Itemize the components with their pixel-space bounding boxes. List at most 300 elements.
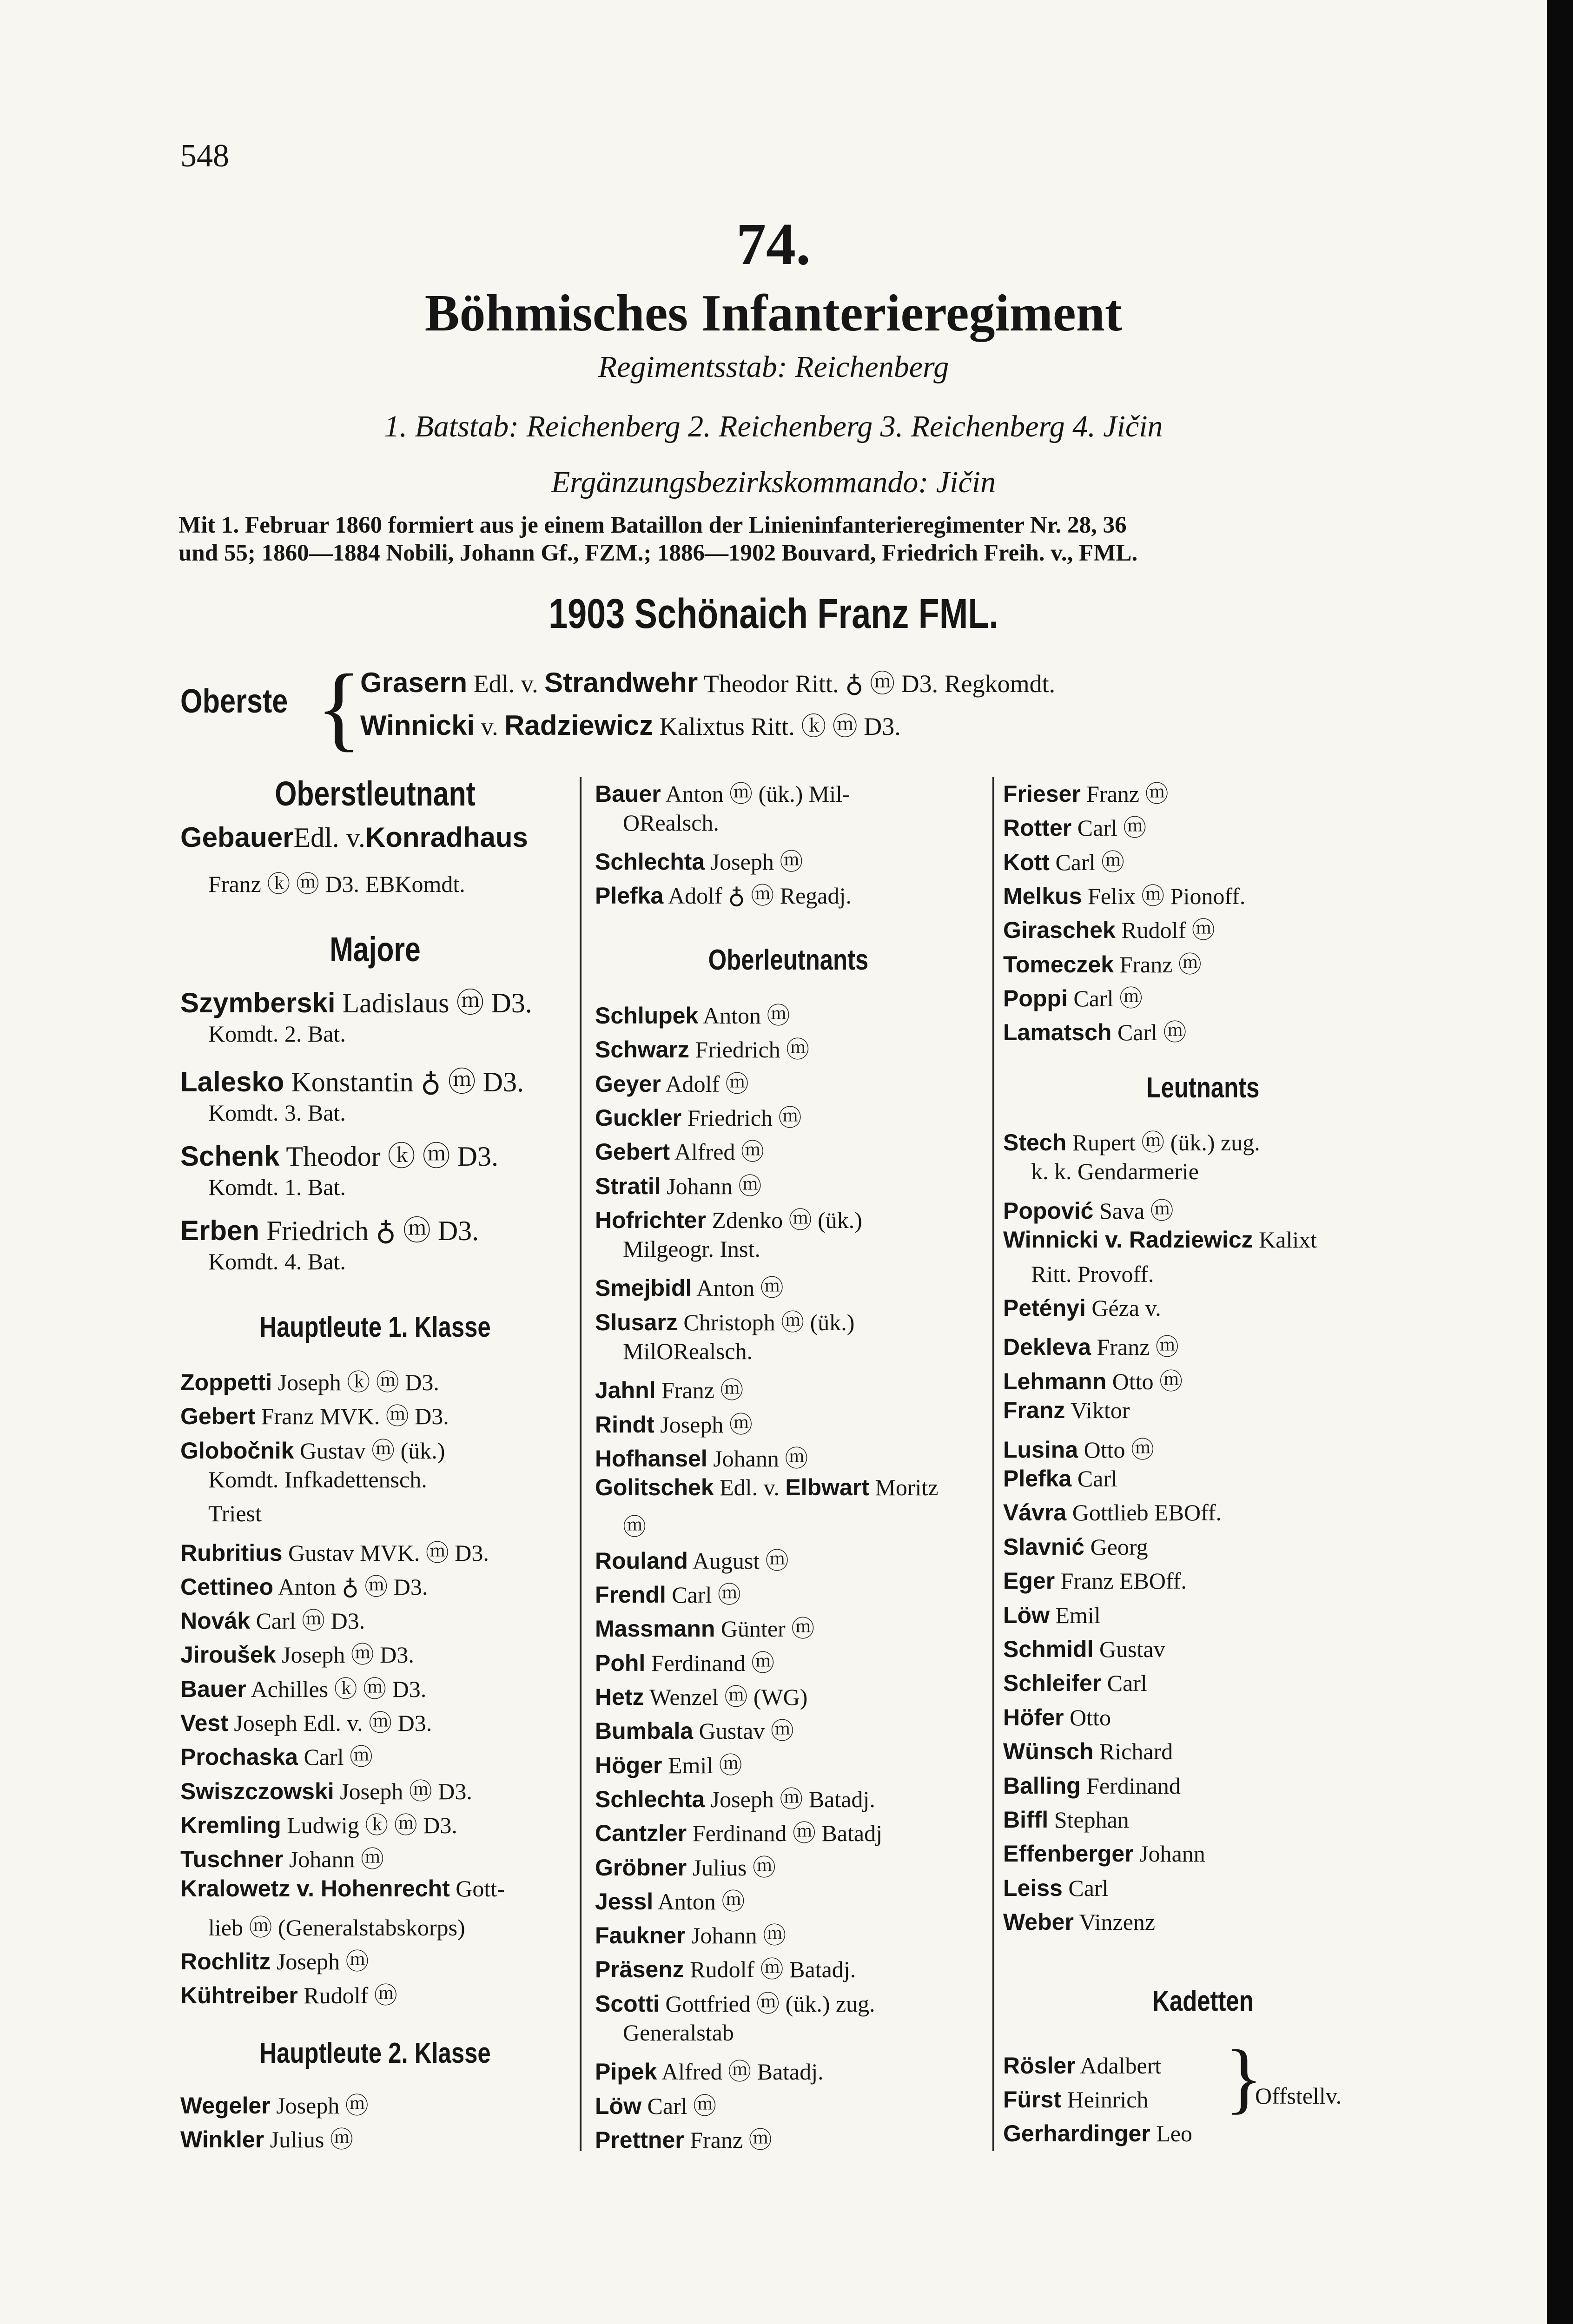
roster-entry-continuation	[1031, 1261, 1154, 1287]
entry-detail: Ferdinand ⓜ Batadj	[687, 1820, 883, 1847]
roster-entry	[595, 1781, 875, 1814]
entry-detail: Gott-	[449, 1875, 505, 1901]
entry-detail: Johann ⓜ	[685, 1922, 786, 1949]
roster-entry	[180, 821, 528, 854]
entry-detail: Felix ⓜ Pionoff.	[1082, 883, 1246, 909]
person-name: Biffl	[1003, 1807, 1049, 1833]
entry-detail: Günter ⓜ	[715, 1616, 815, 1642]
roster-entry	[1003, 1602, 1101, 1629]
entry-detail: Alfred ⓜ	[670, 1139, 764, 1165]
roster-entry-continuation	[623, 2019, 734, 2046]
section-heading: Majore	[330, 930, 421, 969]
person-name: Guckler	[595, 1104, 682, 1131]
oberste-label: Oberste	[180, 683, 288, 720]
person-name: Pohl	[595, 1650, 646, 1676]
person-name: Rochlitz	[180, 1948, 271, 1975]
person-name: Szymberski	[180, 987, 336, 1018]
roster-entry	[595, 1304, 854, 1337]
entry-detail: Friedrich ⓜ	[689, 1037, 810, 1063]
entry-detail: Joseph ⓜ Batadj.	[705, 1786, 875, 1812]
person-name: Schenk	[180, 1141, 280, 1172]
roster-entry	[595, 997, 790, 1030]
ergaenzung-line: Ergänzungsbezirkskommando: Jičin	[551, 465, 996, 499]
column-divider-2	[992, 777, 994, 2151]
entry-detail: Moritz	[869, 1474, 939, 1501]
person-name: Gebert	[180, 1403, 256, 1430]
oberste-brace: {	[316, 655, 362, 760]
person-name: Schlechta	[595, 849, 705, 875]
entry-detail: Edl. v.	[293, 822, 365, 853]
person-name: Slusarz	[595, 1309, 678, 1335]
roster-entry	[180, 1773, 472, 1806]
person-name: Vávra	[1003, 1499, 1067, 1526]
person-name: Golitschek	[595, 1474, 714, 1501]
person-name: Löw	[595, 2093, 641, 2119]
roster-entry	[1003, 1533, 1148, 1560]
entry-detail: Emil	[1049, 1602, 1101, 1628]
person-name: Plefka	[595, 883, 664, 909]
roster-entry	[595, 1747, 742, 1780]
roster-entry	[1003, 1124, 1260, 1157]
roster-entry	[1003, 1294, 1161, 1321]
person-name: Gebert	[595, 1139, 670, 1165]
entry-detail: Komdt. 1. Bat.	[208, 1174, 346, 1200]
entry-detail: Johann ⓜ	[283, 1846, 384, 1873]
entry-detail: MilORealsch.	[623, 1338, 753, 1364]
entry-detail: Joseph Edl. v. ⓜ D3.	[228, 1710, 432, 1736]
roster-entry	[595, 1815, 882, 1848]
roster-entry	[595, 1576, 741, 1610]
roster-entry	[180, 2121, 353, 2154]
entry-detail: Georg	[1084, 1533, 1148, 1560]
scan-border	[1547, 0, 1573, 2324]
entry-detail: Otto ⓜ	[1106, 1368, 1183, 1394]
roster-entry	[180, 1568, 428, 1602]
person-name: Schlupek	[595, 1003, 699, 1029]
entry-detail: ORealsch.	[623, 810, 719, 836]
page-number: 548	[180, 138, 229, 174]
entry-detail: Sava ⓜ	[1093, 1197, 1174, 1224]
person-name: Rindt	[595, 1411, 654, 1438]
entry-detail: Theodor ⓚ ⓜ D3.	[279, 1141, 498, 1172]
entry-detail: Joseph ⓚ ⓜ D3.	[272, 1369, 439, 1395]
roster-entry	[180, 1636, 414, 1670]
roster-entry-continuation	[623, 809, 719, 836]
entry-detail: Joseph ⓜ	[271, 1948, 369, 1975]
roster-entry	[180, 1943, 369, 1976]
person-name: Melkus	[1003, 883, 1082, 909]
roster-entry	[1003, 1328, 1179, 1362]
entry-detail: Joseph ⓜ	[654, 1411, 753, 1438]
roster-entry	[180, 1977, 397, 2010]
roster-entry	[595, 1951, 856, 1984]
roster-entry	[1003, 2052, 1161, 2079]
entry-detail: Komdt. 3. Bat.	[208, 1100, 346, 1126]
person-name: Elbwart	[785, 1474, 869, 1501]
roster-entry	[595, 1610, 814, 1644]
entry-detail: Gustav ⓜ (ük.)	[294, 1437, 445, 1464]
person-name: Tuschner	[180, 1846, 284, 1873]
roster-entry	[180, 1807, 457, 1840]
person-name: Erben	[180, 1215, 260, 1246]
person-name: Jiroušek	[180, 1642, 276, 1668]
roster-entry	[595, 877, 852, 911]
oberste-line-2: Winnicki v. Radziewicz Kalixtus Ritt. ⓚ ⓜ D3.	[360, 710, 901, 741]
person-name: Lalesko	[180, 1066, 284, 1097]
roster-entry	[180, 1398, 449, 1431]
entry-detail: Triest	[208, 1500, 262, 1527]
entry-detail: Christoph ⓜ (ük.)	[677, 1309, 855, 1335]
person-name: Scotti	[595, 1990, 660, 2017]
person-name: Rösler	[1003, 2053, 1076, 2079]
entry-detail: Gustav	[1093, 1636, 1165, 1662]
entry-detail: Johann	[1133, 1841, 1205, 1867]
person-name: Gerhardinger	[1003, 2120, 1150, 2146]
entry-detail: Joseph ⓜ	[270, 2093, 369, 2119]
roster-entry	[180, 1738, 373, 1772]
roster-entry-continuation	[208, 1909, 465, 1942]
entry-detail: Joseph ⓜ D3.	[276, 1642, 414, 1668]
person-name: Giraschek	[1003, 917, 1116, 944]
person-name: Novák	[180, 1608, 251, 1634]
person-name: Jahnl	[595, 1377, 656, 1404]
person-name: Stech	[1003, 1129, 1067, 1155]
roster-entry	[1003, 1704, 1111, 1731]
entry-detail: Ritt. Provoff.	[1031, 1261, 1154, 1287]
person-name: Winkler	[180, 2126, 264, 2152]
section-heading: Hauptleute 1. Klasse	[259, 1311, 491, 1343]
roster-entry	[595, 1031, 809, 1064]
entry-detail: Komdt. Infkadettensch.	[208, 1466, 427, 1492]
entry-detail: Leo	[1150, 2120, 1192, 2146]
roster-entry	[1003, 1636, 1165, 1663]
person-name: Effenberger	[1003, 1841, 1134, 1867]
section-heading: Kadetten	[1152, 1985, 1254, 2017]
person-name: Kralowetz v. Hohenrecht	[180, 1875, 450, 1901]
entry-detail: August ⓜ	[687, 1547, 789, 1574]
roster-entry-continuation	[208, 1248, 346, 1275]
person-name: Kremling	[180, 1812, 281, 1838]
entry-detail: Achilles ⓚ ⓜ D3.	[246, 1676, 427, 1702]
roster-entry	[595, 775, 850, 809]
roster-entry	[595, 1849, 776, 1882]
person-name: Lusina	[1003, 1436, 1078, 1463]
person-name: Faukner	[595, 1922, 686, 1949]
roster-entry	[1003, 1397, 1130, 1424]
roster-entry	[595, 1406, 753, 1439]
entry-detail: Gustav ⓜ	[693, 1718, 794, 1744]
history-line-1: Mit 1. Februar 1860 formiert aus je einem Bataillon der Linieninfanterieregimenter Nr. 28, 36	[178, 512, 1127, 538]
roster-entry	[595, 1372, 743, 1405]
roster-entry-continuation	[623, 1508, 646, 1542]
person-name: Schmidl	[1003, 1636, 1094, 1662]
person-name: Globočnik	[180, 1437, 294, 1464]
roster-entry	[180, 1134, 498, 1174]
entry-detail: Otto	[1064, 1704, 1111, 1730]
person-name: Balling	[1003, 1772, 1081, 1799]
person-name: Gebauer	[180, 822, 294, 853]
roster-entry	[1003, 1840, 1205, 1867]
person-name: Bauer	[180, 1676, 246, 1702]
person-name: Kühtreiber	[180, 1982, 298, 2009]
person-name: Schwarz	[595, 1037, 689, 1063]
entry-detail: Rudolf ⓜ	[1115, 917, 1215, 944]
person-name: Winnicki v. Radziewicz	[1003, 1227, 1253, 1253]
roster-entry	[1003, 1670, 1147, 1697]
roster-entry	[595, 1099, 802, 1133]
roster-entry	[1003, 1499, 1222, 1526]
person-name: Cettineo	[180, 1573, 273, 1600]
person-name: Löw	[1003, 1602, 1050, 1628]
roster-entry	[595, 843, 803, 877]
entry-detail: Komdt. 4. Bat.	[208, 1248, 346, 1274]
person-name: Konradhaus	[365, 822, 528, 853]
regiment-number: 74.	[736, 211, 811, 277]
roster-entry	[1003, 809, 1146, 843]
entry-detail: Carl ⓜ	[297, 1744, 373, 1770]
roster-entry	[1003, 1738, 1173, 1765]
roster-entry	[1003, 2086, 1148, 2113]
roster-entry	[1003, 1465, 1117, 1492]
person-name: Bumbala	[595, 1718, 694, 1744]
section-heading: Oberleutnants	[708, 944, 869, 976]
roster-entry	[1003, 844, 1124, 877]
roster-entry	[595, 2087, 716, 2121]
roster-entry	[1003, 1806, 1129, 1833]
person-name: Pipek	[595, 2059, 657, 2085]
entry-detail: Rudolf ⓜ Batadj.	[684, 1956, 856, 1983]
entry-detail: k. k. Gendarmerie	[1031, 1158, 1199, 1185]
roster-entry	[595, 1133, 764, 1167]
person-name: Massmann	[595, 1616, 715, 1642]
roster-entry	[595, 1883, 745, 1916]
roster-entry	[1003, 1567, 1187, 1594]
entry-detail: Kalixt	[1253, 1227, 1317, 1253]
roster-entry	[595, 1985, 875, 2019]
roster-entry	[595, 1202, 862, 1235]
roster-entry	[1003, 1014, 1187, 1047]
entry-detail: Anton ⓜ	[692, 1275, 784, 1301]
roster-entry	[595, 2121, 772, 2155]
person-name: Smejbidl	[595, 1275, 692, 1301]
roster-entry	[1003, 775, 1169, 809]
entry-detail: Friedrich ♁ ⓜ D3.	[259, 1215, 479, 1246]
entry-detail: Zdenko ⓜ (ük.)	[706, 1207, 862, 1233]
entry-detail: Carl	[1101, 1670, 1147, 1697]
entry-detail: Franz ⓜ	[655, 1377, 744, 1404]
person-name: Tomeczek	[1003, 951, 1114, 977]
person-name: Prettner	[595, 2126, 684, 2153]
entry-detail: Géza v.	[1085, 1295, 1161, 1321]
roster-entry	[595, 1168, 761, 1201]
entry-detail: Richard	[1093, 1738, 1173, 1765]
person-name: Poppi	[1003, 985, 1068, 1011]
entry-detail: Anton ⓜ (ük.) Mil-	[661, 781, 850, 807]
section-heading: Oberstleutnant	[275, 774, 476, 813]
oberste-line-1: Grasern Edl. v. Strandwehr Theodor Ritt. ♁ ⓜ D3. Regkomdt.	[360, 667, 1056, 698]
entry-detail: Heinrich	[1061, 2086, 1149, 2113]
entry-detail: Carl ⓜ	[1111, 1019, 1187, 1046]
entry-detail: lieb ⓜ (Generalstabskorps)	[208, 1914, 465, 1941]
person-name: Lehmann	[1003, 1368, 1107, 1394]
roster-entry	[1003, 1772, 1181, 1799]
person-name: Eger	[1003, 1568, 1055, 1594]
roster-entry	[1003, 2120, 1192, 2147]
entry-detail: Alfred ⓜ Batadj.	[657, 2059, 824, 2085]
roster-entry	[595, 1712, 794, 1746]
entry-detail: Carl	[1062, 1875, 1109, 1901]
kadetten-brace: }	[1225, 2034, 1263, 2121]
entry-detail: Carl ⓜ	[641, 2093, 717, 2119]
roster-entry	[595, 1678, 807, 1712]
entry-detail: Franz MVK. ⓜ D3.	[255, 1403, 449, 1430]
roster-entry	[180, 1208, 479, 1248]
entry-detail: Ladislaus ⓜ D3.	[335, 988, 532, 1018]
person-name: Franz	[1003, 1397, 1065, 1424]
person-name: Hofhansel	[595, 1445, 707, 1472]
regimentsstab-line: Regimentsstab: Reichenberg	[598, 350, 949, 384]
roster-entry	[595, 1917, 786, 1950]
column-divider-1	[580, 777, 582, 2151]
roster-entry	[1003, 911, 1215, 945]
entry-detail: Ferdinand	[1080, 1772, 1181, 1799]
person-name: Höger	[595, 1752, 662, 1778]
person-name: Kott	[1003, 849, 1050, 875]
roster-entry	[1003, 1226, 1317, 1253]
person-name: Geyer	[595, 1070, 661, 1097]
roster-entry	[1003, 1192, 1174, 1226]
roster-entry	[180, 1875, 505, 1902]
entry-detail: Gottfried ⓜ (ük.) zug.	[659, 1990, 875, 2017]
person-name: Präsenz	[595, 1956, 684, 1983]
roster-entry	[1003, 980, 1143, 1013]
roster-entry	[1003, 1431, 1154, 1465]
roster-entry	[1003, 1363, 1183, 1396]
roster-entry-continuation	[623, 1235, 760, 1262]
roster-entry-continuation	[1031, 1158, 1199, 1185]
roster-entry-continuation	[623, 1338, 753, 1365]
person-name: Bauer	[595, 781, 661, 807]
entry-detail: Anton ⓜ	[698, 1003, 790, 1029]
entry-detail: Emil ⓜ	[662, 1752, 742, 1778]
entry-detail: Gottlieb EBOff.	[1066, 1499, 1222, 1526]
entry-detail: Carl ⓜ	[1071, 815, 1147, 841]
entry-detail: Franz ⓜ	[684, 2126, 772, 2153]
roster-entry	[180, 2087, 369, 2120]
person-name: Cantzler	[595, 1820, 687, 1847]
entry-detail: Ferdinand ⓜ	[645, 1650, 775, 1676]
roster-entry-continuation	[208, 1020, 346, 1047]
entry-detail: Rudolf ⓜ	[297, 1982, 397, 2009]
entry-detail: Anton ⓜ	[653, 1888, 745, 1915]
person-name: Jessl	[595, 1888, 654, 1915]
entry-detail: Generalstab	[623, 2020, 734, 2046]
person-name: Höfer	[1003, 1704, 1064, 1730]
entry-detail: Konstantin ♁ ⓜ D3.	[284, 1067, 524, 1097]
kadetten-note: Offstellv.	[1255, 2083, 1342, 2109]
roster-entry-continuation	[208, 1466, 427, 1493]
entry-detail: Anton ♁ ⓜ D3.	[273, 1573, 428, 1600]
person-name: Dekleva	[1003, 1334, 1091, 1360]
roster-entry	[180, 1534, 489, 1568]
roster-entry	[180, 1670, 426, 1704]
roster-entry	[180, 1060, 524, 1100]
person-name: Leiss	[1003, 1875, 1063, 1901]
person-name: Rubritius	[180, 1539, 283, 1566]
roster-entry	[180, 1704, 432, 1738]
person-name: Hofrichter	[595, 1207, 706, 1233]
roster-entry-continuation	[208, 1099, 346, 1126]
person-name: Schleifer	[1003, 1670, 1102, 1697]
person-name: Wegeler	[180, 2093, 271, 2119]
entry-detail: Carl ⓜ	[1049, 849, 1125, 875]
entry-detail: ⓜ	[623, 1513, 646, 1540]
roster-entry-continuation	[208, 1500, 262, 1527]
entry-detail: Carl ⓜ	[1067, 985, 1143, 1011]
history-line-2: und 55; 1860—1884 Nobili, Johann Gf., FZM.; 1886—1902 Bouvard, Friedrich Freih. v., FML.	[178, 540, 1138, 566]
person-name: Swiszczowski	[180, 1778, 334, 1804]
entry-detail: Friedrich ⓜ	[681, 1104, 802, 1131]
person-name: Frendl	[595, 1582, 666, 1608]
entry-detail: Franz ⓚ ⓜ D3. EBKomdt.	[208, 871, 465, 897]
person-name: Frieser	[1003, 781, 1081, 807]
roster-entry	[595, 2053, 824, 2086]
commander-line: 1903 Schönaich Franz FML.	[549, 591, 998, 637]
batstab-line: 1. Batstab: Reichenberg 2. Reichenberg 3. Reichenberg 4. Jičin	[384, 409, 1163, 443]
entry-detail: Adalbert	[1075, 2053, 1162, 2079]
entry-detail: Adolf ⓜ	[661, 1070, 749, 1097]
roster-entry	[1003, 1875, 1108, 1901]
person-name: Rouland	[595, 1547, 688, 1574]
entry-detail: Milgeogr. Inst.	[623, 1236, 760, 1262]
entry-detail: Julius ⓜ	[687, 1854, 776, 1881]
entry-detail: Ludwig ⓚ ⓜ D3.	[281, 1812, 457, 1838]
entry-detail: Adolf ♁ ⓜ Regadj.	[663, 883, 852, 909]
roster-entry	[595, 1269, 784, 1303]
entry-detail: Vinzenz	[1073, 1909, 1156, 1935]
roster-entry	[595, 1440, 808, 1473]
roster-entry	[180, 1841, 384, 1874]
person-name: Popović	[1003, 1197, 1094, 1224]
person-name: Slavnić	[1003, 1533, 1085, 1560]
entry-detail: Joseph ⓜ D3.	[334, 1778, 472, 1804]
entry-detail: Rupert ⓜ (ük.) zug.	[1066, 1129, 1260, 1155]
roster-entry	[180, 1602, 365, 1636]
person-name: Rotter	[1003, 815, 1072, 841]
roster-entry	[595, 1644, 774, 1678]
entry-detail: Edl. v.	[714, 1474, 786, 1501]
entry-detail: Johann ⓜ	[661, 1173, 762, 1199]
entry-detail: Gustav MVK. ⓜ D3.	[282, 1539, 489, 1566]
entry-detail: Joseph ⓜ	[705, 849, 803, 875]
section-heading: Hauptleute 2. Klasse	[259, 2037, 491, 2069]
roster-entry	[595, 1542, 789, 1576]
entry-detail: Johann ⓜ	[707, 1445, 808, 1472]
entry-detail: Viktor	[1065, 1397, 1130, 1424]
roster-entry	[180, 1432, 445, 1466]
entry-detail: Franz ⓜ	[1114, 951, 1202, 977]
entry-detail: Carl ⓜ	[666, 1582, 741, 1608]
entry-detail: Franz ⓜ	[1091, 1334, 1179, 1360]
entry-detail: Julius ⓜ	[264, 2126, 353, 2152]
entry-detail: Carl ⓜ D3.	[250, 1608, 365, 1634]
person-name: Schlechta	[595, 1786, 705, 1812]
person-name: Stratil	[595, 1173, 661, 1199]
person-name: Gröbner	[595, 1854, 687, 1881]
roster-entry	[1003, 946, 1202, 979]
person-name: Plefka	[1003, 1466, 1072, 1492]
person-name: Prochaska	[180, 1744, 298, 1770]
